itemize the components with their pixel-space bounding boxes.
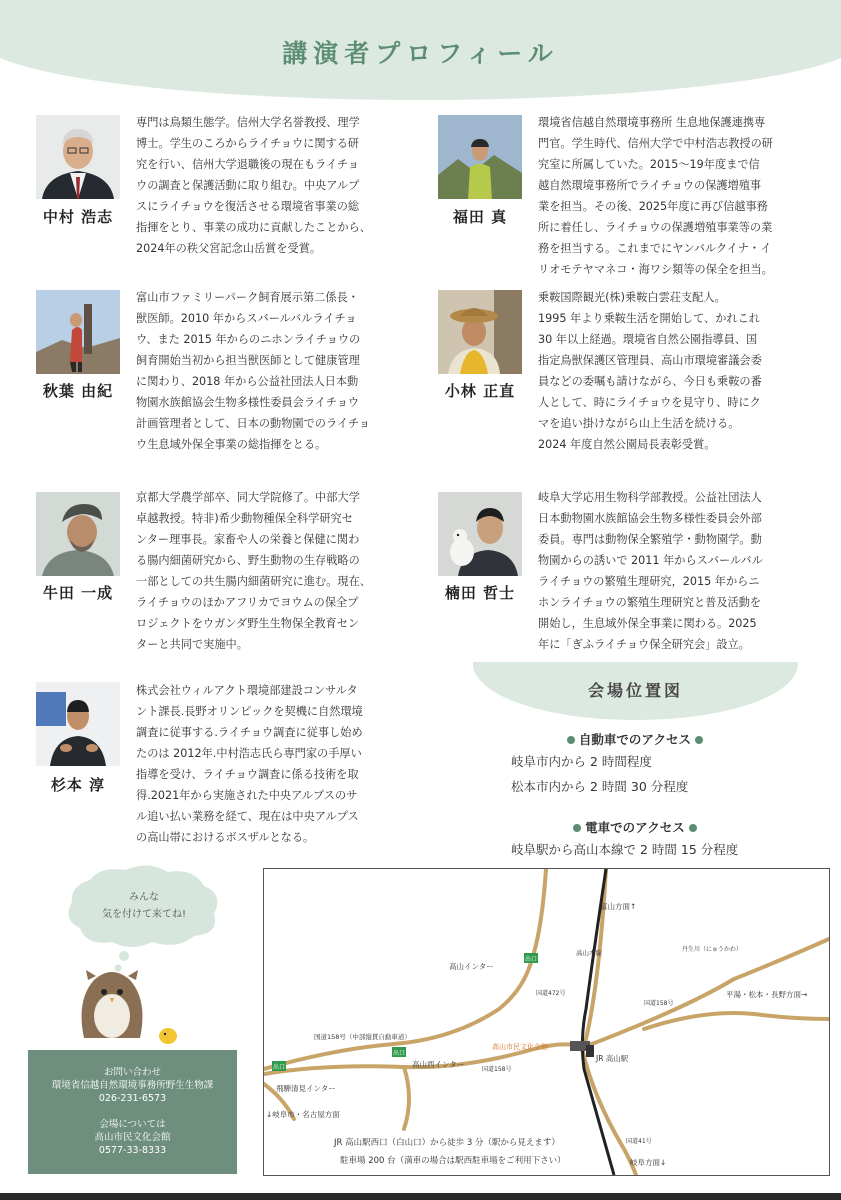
speaker-name: 秋葉 由紀 <box>42 382 114 400</box>
speaker-bio <box>136 487 426 655</box>
bio-line: 委員。専門は動物保全繁殖学・動物園学。動 <box>538 533 762 546</box>
speaker-photo-sugimoto <box>36 682 120 766</box>
speaker-bio <box>136 112 426 259</box>
exit-label: 出口 <box>392 1050 406 1057</box>
speech-line: みんな <box>129 892 159 903</box>
bio-line: 得.2021年から実施された中央アルプスのサ <box>136 789 358 802</box>
bio-line: 博士。学生のころからライチョウに関する研 <box>136 137 360 150</box>
road-hida <box>404 1067 409 1129</box>
road-route472 <box>532 869 546 959</box>
bio-line: ウの調査と保護活動に取り組む。中央アルプ <box>136 179 360 192</box>
label-takayama-line: 高山本線 <box>576 949 602 957</box>
dot-icon <box>689 824 697 832</box>
bio-line: 岐阜大学応用生物科学部教授。公益社団法人 <box>538 491 762 504</box>
bio-line: 究を行い、信州大学退職後の現在もライチョ <box>136 158 360 171</box>
venue-map <box>263 868 830 1176</box>
label-route472: 国道472号 <box>536 990 566 997</box>
bio-line: ウ生息域外保全事業の総指揮をとる。 <box>136 438 327 451</box>
bio-line: 開始し，生息域外保全事業に関わる。2025 <box>538 617 757 630</box>
speaker-bio <box>136 287 426 455</box>
bio-line: 究室に所属していた。2015～19年度まで信 <box>538 158 760 171</box>
dot-icon <box>567 736 575 744</box>
bio-line: ライチョウのほかアフリカでヨウムの保全プ <box>136 596 359 609</box>
speech-cloud <box>68 865 217 947</box>
speech-line: 気を付けて来てね! <box>101 909 187 920</box>
bio-line: る腸内細菌研究から、野生動物の生存戦略の <box>136 554 360 567</box>
bio-line: 越自然環境事務所でライチョウの保護増殖事 <box>538 179 762 192</box>
car-line: 松本市内から 2 時間 30 分程度 <box>511 779 689 794</box>
bio-line: 日本動物園水族館協会生物多様性委員会外部 <box>538 512 762 525</box>
bio-line: リオモテヤマネコ・海ワシ類等の保全を担当。 <box>538 263 773 276</box>
bio-line: 業を担当。その後、2025年度に再び信越事務 <box>538 200 768 213</box>
bio-line: ル追い払い業務を経て、現在は中央アルプス <box>136 810 359 823</box>
bio-line: 富山市ファミリーパーク飼育展示第二係長・ <box>136 291 359 304</box>
speaker-photo-nakamura <box>36 115 120 199</box>
bio-line: の高山帯におけるボスザルとなる。 <box>136 831 315 844</box>
speaker-photo-fukuda <box>438 115 522 199</box>
bio-line: 2024 年度自然公園局長表彰受賞。 <box>538 438 716 451</box>
bio-line: 30 年以上経過。環境省自然公園指導員、国 <box>538 333 758 346</box>
bio-line: 指揮をとり、事業の成功に貢献したことから、 <box>136 221 371 234</box>
bio-line: ライチョウの繁殖生理研究，2015 年からニ <box>538 575 760 588</box>
bio-line: 物園水族館協会生物多様性委員会ライチョウ <box>136 396 360 409</box>
label-route158-low: 国道158号 <box>482 1066 512 1073</box>
bio-line: 2024年の秩父宮記念山岳賞を受賞。 <box>136 242 322 255</box>
speaker-photo-kusuda <box>438 492 522 576</box>
bio-line: 株式会社ウィルアクト環境部建設コンサルタ <box>136 684 358 697</box>
speaker-name: 小林 正直 <box>444 382 516 400</box>
label-toyama: 富山方面↑ <box>600 902 637 911</box>
bio-line: 京都大学農学部卒、同大学院修了。中部大学 <box>136 491 360 504</box>
speaker-name: 楠田 哲士 <box>444 584 516 602</box>
bio-line: ホンライチョウの繁殖生理研究と普及活動を <box>538 596 762 609</box>
speaker-bio <box>538 287 828 455</box>
bio-line: 人として、時にライチョウを見守り、時にク <box>538 396 761 409</box>
label-takayama-ic: 高山インター <box>449 962 494 971</box>
exit-label: 出口 <box>524 956 538 963</box>
bio-line: 務を担当する。これまでにヤンバルクイナ・イ <box>538 242 772 255</box>
label-hirayu: 平湯・松本・長野方面→ <box>726 990 808 999</box>
speaker-photo-akiba <box>36 290 120 374</box>
map-note-parking: 駐車場 200 台（満車の場合は駅西駐車場をご利用下さい） <box>340 1156 566 1166</box>
bio-line: 員などの委嘱も請けながら、今日も乗鞍の番 <box>538 375 762 388</box>
bio-line: 所に着任し、ライチョウの保護増殖事業等の業 <box>538 221 773 234</box>
bio-line: スにライチョウを復活させる環境省事業の総 <box>136 200 360 213</box>
car-heading-text: 自動車でのアクセス <box>578 732 692 747</box>
venue-name: 高山市民文化会館 <box>94 1132 171 1143</box>
bio-line: 専門は鳥類生態学。信州大学名誉教授、理学 <box>136 116 360 129</box>
bio-line: ロジェクトをウガンダ野生生物保全教育セン <box>136 617 360 630</box>
exit-label: 出口 <box>272 1064 286 1071</box>
speaker-name: 中村 浩志 <box>42 208 114 226</box>
bio-line: ターと共同で実施中。 <box>136 638 248 651</box>
venue-inquiry-heading: 会場については <box>99 1119 166 1130</box>
bio-line: 飼育開始当初から担当獣医師として健康管理 <box>136 354 360 367</box>
speaker-bio <box>136 680 441 848</box>
mascot-illustration <box>28 860 248 1055</box>
bio-line: ント課長.長野オリンピックを契機に自然環境 <box>136 705 363 718</box>
bio-line: 調査に従事する.ライチョウ調査に従事し始め <box>136 726 363 739</box>
label-route158-mid: 国道158号（中部縦貫自動車道） <box>314 1033 411 1041</box>
dot-icon <box>695 736 703 744</box>
label-gifu-nagoya: ↓岐阜市・名古屋方面 <box>266 1110 340 1119</box>
bio-line: ウ、また 2015 年からのニホンライチョウの <box>136 333 361 346</box>
bio-line: マを追い掛けながら山上生活を続ける。 <box>538 417 740 430</box>
station-marker <box>586 1045 594 1057</box>
bio-line: 年に「ぎふライチョウ保全研究会」設立。 <box>538 638 750 651</box>
map-note-walk: JR 高山駅西口（白山口）から徒歩 3 分（駅から見えます） <box>334 1138 560 1148</box>
bio-line: 一部としての共生腸内細菌研究に進む。現在、 <box>136 575 371 588</box>
chick <box>159 1028 177 1044</box>
rail-takayama-line <box>582 869 614 1175</box>
bio-line: ンター理事長。家畜や人の栄養と保健に関わ <box>136 533 360 546</box>
car-line: 岐阜市内から 2 時間程度 <box>511 754 652 769</box>
bio-line: に関わり、2018 年から公益社団法人日本動 <box>136 375 359 388</box>
label-takayama-nishi-ic: 高山西インター <box>412 1060 465 1069</box>
label-hida-kiyomi-ic: 飛騨清見インター <box>276 1084 336 1093</box>
speaker-name: 福田 真 <box>452 208 508 226</box>
bio-line: 門官。学生時代、信州大学で中村浩志教授の研 <box>538 137 773 150</box>
office-phone[interactable]: 026-231-6573 <box>98 1093 167 1104</box>
speaker-photo-kobayashi <box>438 290 522 374</box>
label-station: JR 高山駅 <box>596 1054 629 1063</box>
bio-line: たのは 2012年.中村浩志氏ら専門家の手厚い <box>136 747 362 760</box>
speaker-name: 牛田 一成 <box>42 584 114 602</box>
inquiry-heading: お問い合わせ <box>103 1067 161 1078</box>
label-route41: 国道41号 <box>626 1138 652 1145</box>
bio-line: 指導を受け、ライチョウ調査に係る技術を取 <box>136 768 359 781</box>
label-nyukawa: 丹生川（にゅうかわ） <box>682 946 742 953</box>
speaker-name: 杉本 淳 <box>50 776 106 794</box>
bio-line: 計画管理者として、日本の動物園でのライチョ <box>136 417 371 430</box>
speaker-bio <box>538 112 828 280</box>
speaker-bio <box>538 487 828 655</box>
label-route158-top: 国道158号 <box>644 1000 674 1007</box>
train-line: 岐阜駅から高山本線で 2 時間 15 分程度 <box>511 842 739 857</box>
label-gifu-dir: 岐阜方面↓ <box>630 1158 667 1167</box>
venue-phone[interactable]: 0577-33-8333 <box>98 1145 167 1156</box>
bio-line: 環境省信越自然環境事務所 生息地保護連携専 <box>538 116 766 129</box>
car-access-heading <box>520 730 750 748</box>
bio-line: 物園からの誘いで 2011 年からスバールバル <box>538 554 763 567</box>
bio-line: 獣医師。2010 年からスバールバルライチョ <box>136 312 357 325</box>
contact-box <box>28 1050 237 1174</box>
page-title: 講演者プロフィール <box>282 39 559 68</box>
venue-title: 会場位置図 <box>587 681 683 700</box>
bio-line: 指定鳥獣保護区管理員、高山市環境審議会委 <box>538 354 762 367</box>
office-name: 環境省信越自然環境事務所野生生物課 <box>51 1080 214 1091</box>
speaker-photo-ushida <box>36 492 120 576</box>
dot-icon <box>573 824 581 832</box>
bio-line: 乗鞍国際観光(株)乗鞍白雲荘支配人。 <box>538 291 726 304</box>
bio-line: 卓越教授。特非)希少動物種保全科学研究セ <box>136 512 353 525</box>
train-heading-text: 電車でのアクセス <box>585 820 685 835</box>
train-access-heading <box>530 818 740 836</box>
bottom-rule <box>0 1193 841 1200</box>
bio-line: 1995 年より乗鞍生活を開始して、かれこれ <box>538 312 760 325</box>
road-east2 <box>644 1013 829 1029</box>
label-hall: 高山市民文化会館 <box>492 1043 548 1051</box>
